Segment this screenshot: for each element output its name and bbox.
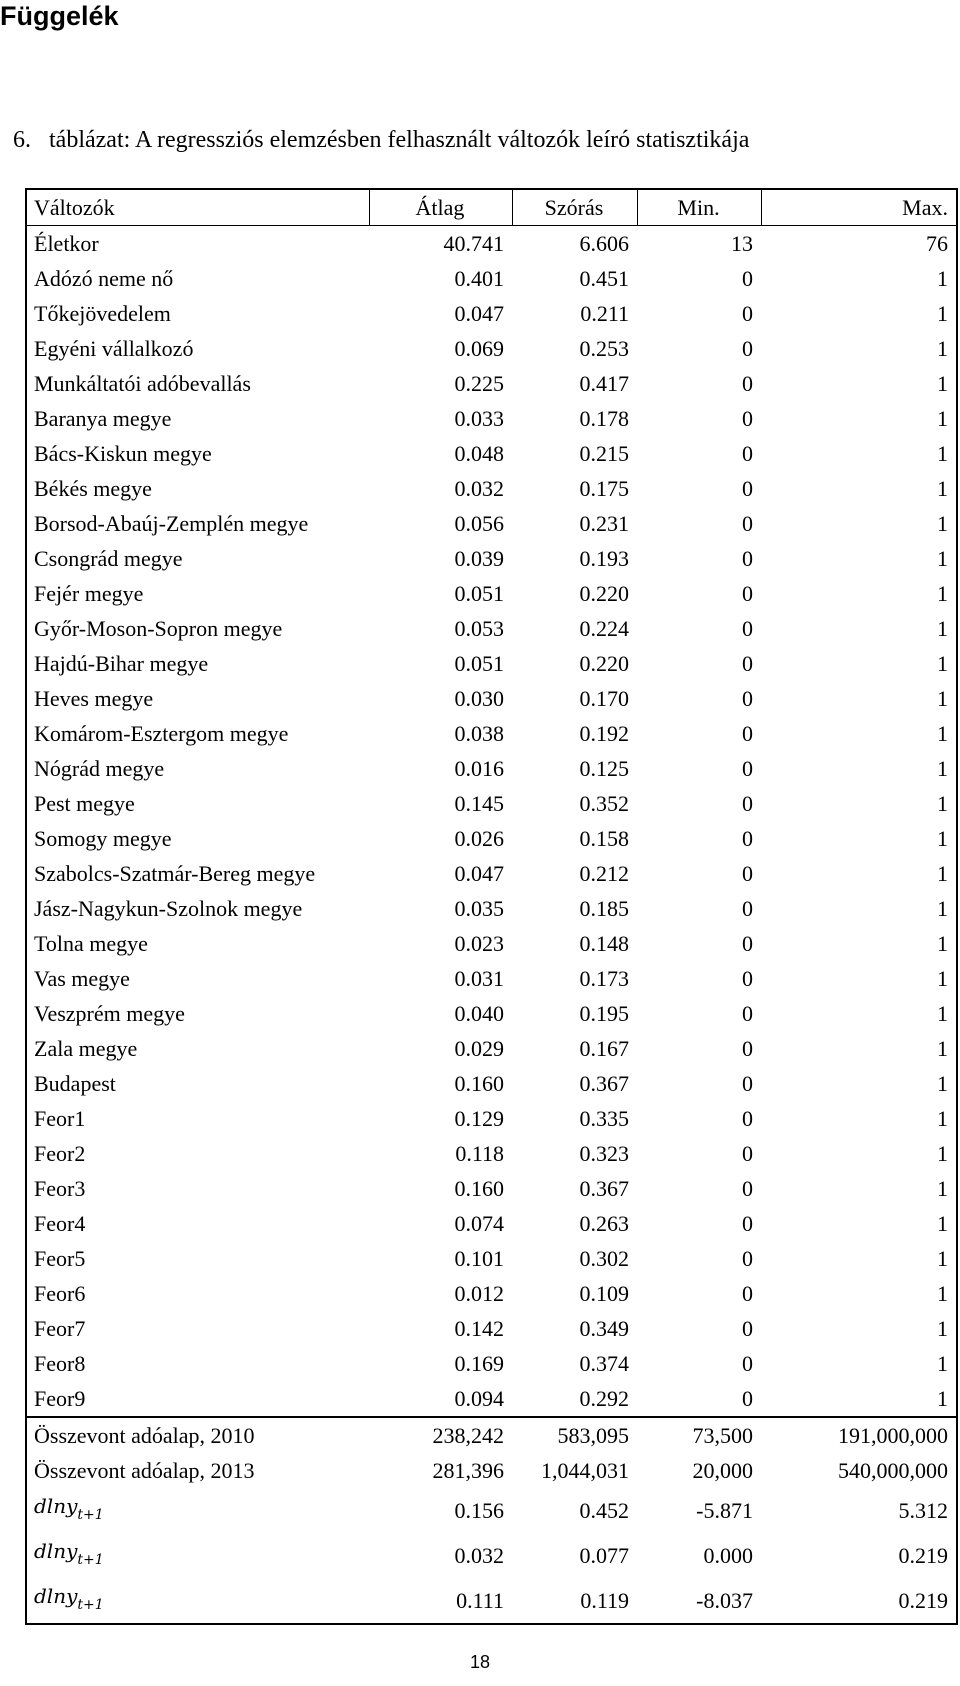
table-row <box>26 716 957 751</box>
math-variable <box>34 1494 104 1523</box>
max-cell: 1 <box>937 1351 948 1376</box>
variable-cell <box>26 1488 369 1533</box>
statistics-table <box>25 188 958 1625</box>
mean-cell: 0.051 <box>454 651 504 676</box>
mean-cell: 0.142 <box>454 1316 504 1341</box>
variable-cell: Feor8 <box>34 1351 86 1376</box>
sd-cell: 0.352 <box>579 791 629 816</box>
variable-cell: Somogy megye <box>34 826 172 851</box>
min-cell: 0 <box>742 1141 753 1166</box>
variable-cell: Feor5 <box>34 1246 86 1271</box>
table-row <box>26 506 957 541</box>
mean-cell: 0.053 <box>454 616 504 641</box>
variable-cell: Komárom-Esztergom megye <box>34 721 289 746</box>
table-row <box>26 226 957 262</box>
variable-cell: Pest megye <box>34 791 135 816</box>
variable-cell: Csongrád megye <box>34 546 183 571</box>
min-cell: 0 <box>742 756 753 781</box>
header-valtozok: Változók <box>34 195 115 220</box>
table-row <box>26 1346 957 1381</box>
math-subscript: t+1 <box>77 1597 104 1613</box>
variable-cell: Feor2 <box>34 1141 86 1166</box>
table-row <box>26 681 957 716</box>
mean-cell: 0.040 <box>454 1001 504 1026</box>
table-row <box>26 541 957 576</box>
variable-cell: Bács-Kiskun megye <box>34 441 212 466</box>
max-cell: 1 <box>937 441 948 466</box>
sd-cell: 0.173 <box>579 966 629 991</box>
mean-cell: 0.169 <box>454 1351 504 1376</box>
variable-cell: Veszprém megye <box>34 1001 185 1026</box>
sd-cell: 0.148 <box>579 931 629 956</box>
mean-cell: 0.118 <box>455 1141 504 1166</box>
max-cell: 1 <box>937 1106 948 1131</box>
sd-cell: 0.119 <box>580 1588 629 1613</box>
min-cell: 0 <box>742 686 753 711</box>
variable-cell: Feor7 <box>34 1316 86 1341</box>
table-row <box>26 1171 957 1206</box>
max-cell: 1 <box>937 861 948 886</box>
max-cell: 191,000,000 <box>761 1417 957 1453</box>
max-cell: 1 <box>937 1281 948 1306</box>
min-cell: 73,500 <box>637 1417 761 1453</box>
min-cell: 0 <box>742 511 753 536</box>
max-cell: 1 <box>937 476 948 501</box>
max-cell: 1 <box>937 1001 948 1026</box>
mean-cell: 0.012 <box>454 1281 504 1306</box>
min-cell: 0 <box>742 1001 753 1026</box>
variable-cell <box>26 1578 369 1624</box>
page-heading: Függelék <box>0 1 119 31</box>
sd-cell: 0.367 <box>579 1071 629 1096</box>
math-subscript: t+1 <box>77 1507 104 1523</box>
sd-cell: 0.220 <box>579 651 629 676</box>
mean-cell: 0.029 <box>454 1036 504 1061</box>
max-cell: 1 <box>937 791 948 816</box>
min-cell: 13 <box>731 231 753 256</box>
min-cell: 0.000 <box>703 1543 753 1568</box>
max-cell: 5.312 <box>898 1498 948 1523</box>
table-row <box>26 1136 957 1171</box>
sd-cell: 0.170 <box>579 686 629 711</box>
sd-cell: 0.263 <box>579 1211 629 1236</box>
table-row <box>26 1276 957 1311</box>
table-row <box>26 471 957 506</box>
mean-cell: 0.401 <box>454 266 504 291</box>
sd-cell: 0.125 <box>579 756 629 781</box>
math-variable <box>34 1584 104 1613</box>
sd-cell: 0.253 <box>579 336 629 361</box>
table-row <box>26 786 957 821</box>
mean-cell: 0.047 <box>454 301 504 326</box>
table-row <box>26 611 957 646</box>
math-base: dlny <box>34 1584 78 1608</box>
mean-cell: 40.741 <box>443 231 504 256</box>
max-cell: 1 <box>937 1036 948 1061</box>
mean-cell: 0.101 <box>454 1246 504 1271</box>
variable-cell: Zala megye <box>34 1036 138 1061</box>
max-cell: 1 <box>937 616 948 641</box>
sd-cell: 0.195 <box>579 1001 629 1026</box>
max-cell: 1 <box>937 266 948 291</box>
sd-cell: 0.158 <box>579 826 629 851</box>
mean-cell: 0.160 <box>454 1176 504 1201</box>
table-header <box>26 189 957 226</box>
table-row <box>26 401 957 436</box>
sd-cell: 0.374 <box>579 1351 629 1376</box>
variable-cell: Szabolcs-Szatmár-Bereg megye <box>34 861 316 886</box>
variable-cell: Tőkejövedelem <box>34 301 171 326</box>
min-cell: 0 <box>742 1071 753 1096</box>
sd-cell: 0.417 <box>579 371 629 396</box>
sd-cell: 0.349 <box>579 1316 629 1341</box>
variable-cell: Nógrád megye <box>34 756 165 781</box>
variable-cell: Budapest <box>34 1071 116 1096</box>
mean-cell: 0.032 <box>454 1543 504 1568</box>
variable-cell: Feor1 <box>34 1106 86 1131</box>
variable-cell: Egyéni vállalkozó <box>34 336 194 361</box>
sd-cell: 0.302 <box>579 1246 629 1271</box>
min-cell: -5.871 <box>696 1498 753 1523</box>
table-body-secondary <box>26 1417 957 1624</box>
max-cell: 1 <box>937 546 948 571</box>
table-row <box>26 261 957 296</box>
table-row <box>26 436 957 471</box>
sd-cell: 0.192 <box>579 721 629 746</box>
table-row <box>26 996 957 1031</box>
mean-cell: 0.047 <box>454 861 504 886</box>
variable-cell: Hajdú-Bihar megye <box>34 651 209 676</box>
caption-text: táblázat: A regressziós elemzésben felhasznált változók leíró statisztikája <box>49 127 750 153</box>
table-caption <box>13 125 749 155</box>
min-cell: 0 <box>742 651 753 676</box>
min-cell: 0 <box>742 791 753 816</box>
sd-cell: 583,095 <box>512 1417 637 1453</box>
table-row <box>26 1311 957 1346</box>
variable-cell: Győr-Moson-Sopron megye <box>34 616 283 641</box>
variable-cell: Jász-Nagykun-Szolnok megye <box>34 896 303 921</box>
min-cell: 0 <box>742 1176 753 1201</box>
max-cell: 540,000,000 <box>838 1458 948 1483</box>
header-min: Min. <box>637 189 761 226</box>
max-cell: 1 <box>937 406 948 431</box>
mean-cell: 0.225 <box>454 371 504 396</box>
min-cell: 0 <box>742 1106 753 1131</box>
table-body-main <box>26 226 957 1418</box>
variable-cell <box>26 1533 369 1578</box>
table-row <box>26 1488 957 1533</box>
max-cell: 1 <box>937 1176 948 1201</box>
sd-cell: 0.212 <box>579 861 629 886</box>
table-row <box>26 576 957 611</box>
min-cell: 0 <box>742 1316 753 1341</box>
max-cell: 1 <box>937 1211 948 1236</box>
min-cell: 0 <box>742 896 753 921</box>
sd-cell: 0.178 <box>579 406 629 431</box>
table-row <box>26 891 957 926</box>
sd-cell: 0.167 <box>579 1036 629 1061</box>
variable-cell: Baranya megye <box>34 406 172 431</box>
min-cell: 0 <box>742 266 753 291</box>
variable-cell: Békés megye <box>34 476 152 501</box>
mean-cell: 0.038 <box>454 721 504 746</box>
max-cell: 1 <box>937 651 948 676</box>
min-cell: 0 <box>742 546 753 571</box>
table-row <box>26 1453 957 1488</box>
max-cell: 1 <box>937 826 948 851</box>
table-row <box>26 646 957 681</box>
min-cell: 20,000 <box>692 1458 753 1483</box>
min-cell: 0 <box>742 581 753 606</box>
min-cell: 0 <box>742 1351 753 1376</box>
table-row <box>26 1206 957 1241</box>
max-cell: 1 <box>937 371 948 396</box>
table-row <box>26 856 957 891</box>
sd-cell: 0.211 <box>580 301 629 326</box>
table-row <box>26 1381 957 1417</box>
mean-cell: 0.074 <box>454 1211 504 1236</box>
header-atlag: Átlag <box>369 189 512 226</box>
sd-cell: 0.193 <box>579 546 629 571</box>
mean-cell: 238,242 <box>369 1417 512 1453</box>
sd-cell: 0.335 <box>579 1106 629 1131</box>
variable-cell: Fejér megye <box>34 581 144 606</box>
min-cell: 0 <box>742 1036 753 1061</box>
table-row <box>26 926 957 961</box>
sd-cell: 0.185 <box>579 896 629 921</box>
sd-cell: 0.175 <box>579 476 629 501</box>
max-cell: 1 <box>937 301 948 326</box>
page-number: 18 <box>469 1652 491 1672</box>
mean-cell: 0.023 <box>454 931 504 956</box>
max-cell: 1 <box>937 896 948 921</box>
max-cell: 0.219 <box>898 1543 948 1568</box>
min-cell: 0 <box>742 861 753 886</box>
table-row <box>26 1031 957 1066</box>
math-base: dlny <box>34 1494 78 1518</box>
table-row <box>26 821 957 856</box>
sd-cell: 0.077 <box>579 1543 629 1568</box>
table-row <box>26 1241 957 1276</box>
variable-cell: Heves megye <box>34 686 154 711</box>
max-cell: 1 <box>937 1141 948 1166</box>
max-cell: 76 <box>926 231 948 256</box>
mean-cell: 0.094 <box>454 1386 504 1411</box>
variable-cell: Feor3 <box>34 1176 86 1201</box>
min-cell: 0 <box>742 336 753 361</box>
math-base: dlny <box>34 1539 78 1563</box>
max-cell: 1 <box>937 581 948 606</box>
mean-cell: 0.145 <box>454 791 504 816</box>
table-row <box>26 1101 957 1136</box>
min-cell: 0 <box>742 616 753 641</box>
variable-cell: Összevont adóalap, 2013 <box>34 1458 255 1483</box>
table-row <box>26 296 957 331</box>
variable-cell: Feor4 <box>34 1211 86 1236</box>
variable-cell: Feor6 <box>34 1281 86 1306</box>
min-cell: 0 <box>742 301 753 326</box>
variable-cell: Feor9 <box>34 1386 86 1411</box>
max-cell: 1 <box>937 1246 948 1271</box>
max-cell: 0.219 <box>898 1588 948 1613</box>
min-cell: 0 <box>742 371 753 396</box>
mean-cell: 0.160 <box>454 1071 504 1096</box>
min-cell: 0 <box>742 931 753 956</box>
max-cell: 1 <box>937 511 948 536</box>
mean-cell: 0.026 <box>454 826 504 851</box>
table-row <box>26 331 957 366</box>
min-cell: 0 <box>742 1386 753 1411</box>
mean-cell: 0.039 <box>454 546 504 571</box>
mean-cell: 0.033 <box>454 406 504 431</box>
min-cell: 0 <box>742 1246 753 1271</box>
sd-cell: 0.231 <box>579 511 629 536</box>
variable-cell: Adózó neme nő <box>34 266 174 291</box>
min-cell: 0 <box>742 441 753 466</box>
sd-cell: 1,044,031 <box>541 1458 629 1483</box>
sd-cell: 0.292 <box>579 1386 629 1411</box>
max-cell: 1 <box>937 1316 948 1341</box>
mean-cell: 0.030 <box>454 686 504 711</box>
table-row <box>26 961 957 996</box>
sd-cell: 0.220 <box>579 581 629 606</box>
min-cell: 0 <box>742 1211 753 1236</box>
mean-cell: 0.032 <box>454 476 504 501</box>
sd-cell: 0.224 <box>579 616 629 641</box>
table-row <box>26 1578 957 1624</box>
sd-cell: 6.606 <box>579 231 629 256</box>
min-cell: -8.037 <box>696 1588 753 1613</box>
mean-cell: 0.031 <box>454 966 504 991</box>
mean-cell: 0.056 <box>454 511 504 536</box>
math-subscript: t+1 <box>77 1552 104 1568</box>
variable-cell: Összevont adóalap, 2010 <box>26 1417 369 1453</box>
variable-cell: Életkor <box>34 231 99 256</box>
sd-cell: 0.215 <box>579 441 629 466</box>
mean-cell: 0.048 <box>454 441 504 466</box>
sd-cell: 0.451 <box>579 266 629 291</box>
min-cell: 0 <box>742 966 753 991</box>
variable-cell: Borsod-Abaúj-Zemplén megye <box>34 511 309 536</box>
min-cell: 0 <box>742 721 753 746</box>
mean-cell: 0.069 <box>454 336 504 361</box>
max-cell: 1 <box>937 966 948 991</box>
variable-cell: Munkáltatói adóbevallás <box>34 371 251 396</box>
mean-cell: 0.156 <box>454 1498 504 1523</box>
min-cell: 0 <box>742 1281 753 1306</box>
max-cell: 1 <box>937 721 948 746</box>
variable-cell: Tolna megye <box>34 931 148 956</box>
max-cell: 1 <box>937 336 948 361</box>
mean-cell: 0.035 <box>454 896 504 921</box>
header-max: Max. <box>761 189 957 226</box>
caption-number: 6. <box>13 127 31 153</box>
mean-cell: 0.016 <box>454 756 504 781</box>
mean-cell: 281,396 <box>432 1458 504 1483</box>
sd-cell: 0.452 <box>579 1498 629 1523</box>
max-cell: 1 <box>937 686 948 711</box>
variable-cell: Vas megye <box>34 966 130 991</box>
min-cell: 0 <box>742 476 753 501</box>
max-cell: 1 <box>937 1071 948 1096</box>
max-cell: 1 <box>937 1386 948 1411</box>
table-row <box>26 1417 957 1453</box>
table-row <box>26 751 957 786</box>
table-row <box>26 366 957 401</box>
max-cell: 1 <box>937 931 948 956</box>
min-cell: 0 <box>742 406 753 431</box>
math-variable <box>34 1539 104 1568</box>
table-row <box>26 1066 957 1101</box>
sd-cell: 0.323 <box>579 1141 629 1166</box>
header-szoras: Szórás <box>512 189 637 226</box>
header-row <box>26 189 957 226</box>
mean-cell: 0.111 <box>456 1588 504 1613</box>
max-cell: 1 <box>937 756 948 781</box>
mean-cell: 0.129 <box>454 1106 504 1131</box>
sd-cell: 0.109 <box>579 1281 629 1306</box>
min-cell: 0 <box>742 826 753 851</box>
mean-cell: 0.051 <box>454 581 504 606</box>
sd-cell: 0.367 <box>579 1176 629 1201</box>
table-row <box>26 1533 957 1578</box>
